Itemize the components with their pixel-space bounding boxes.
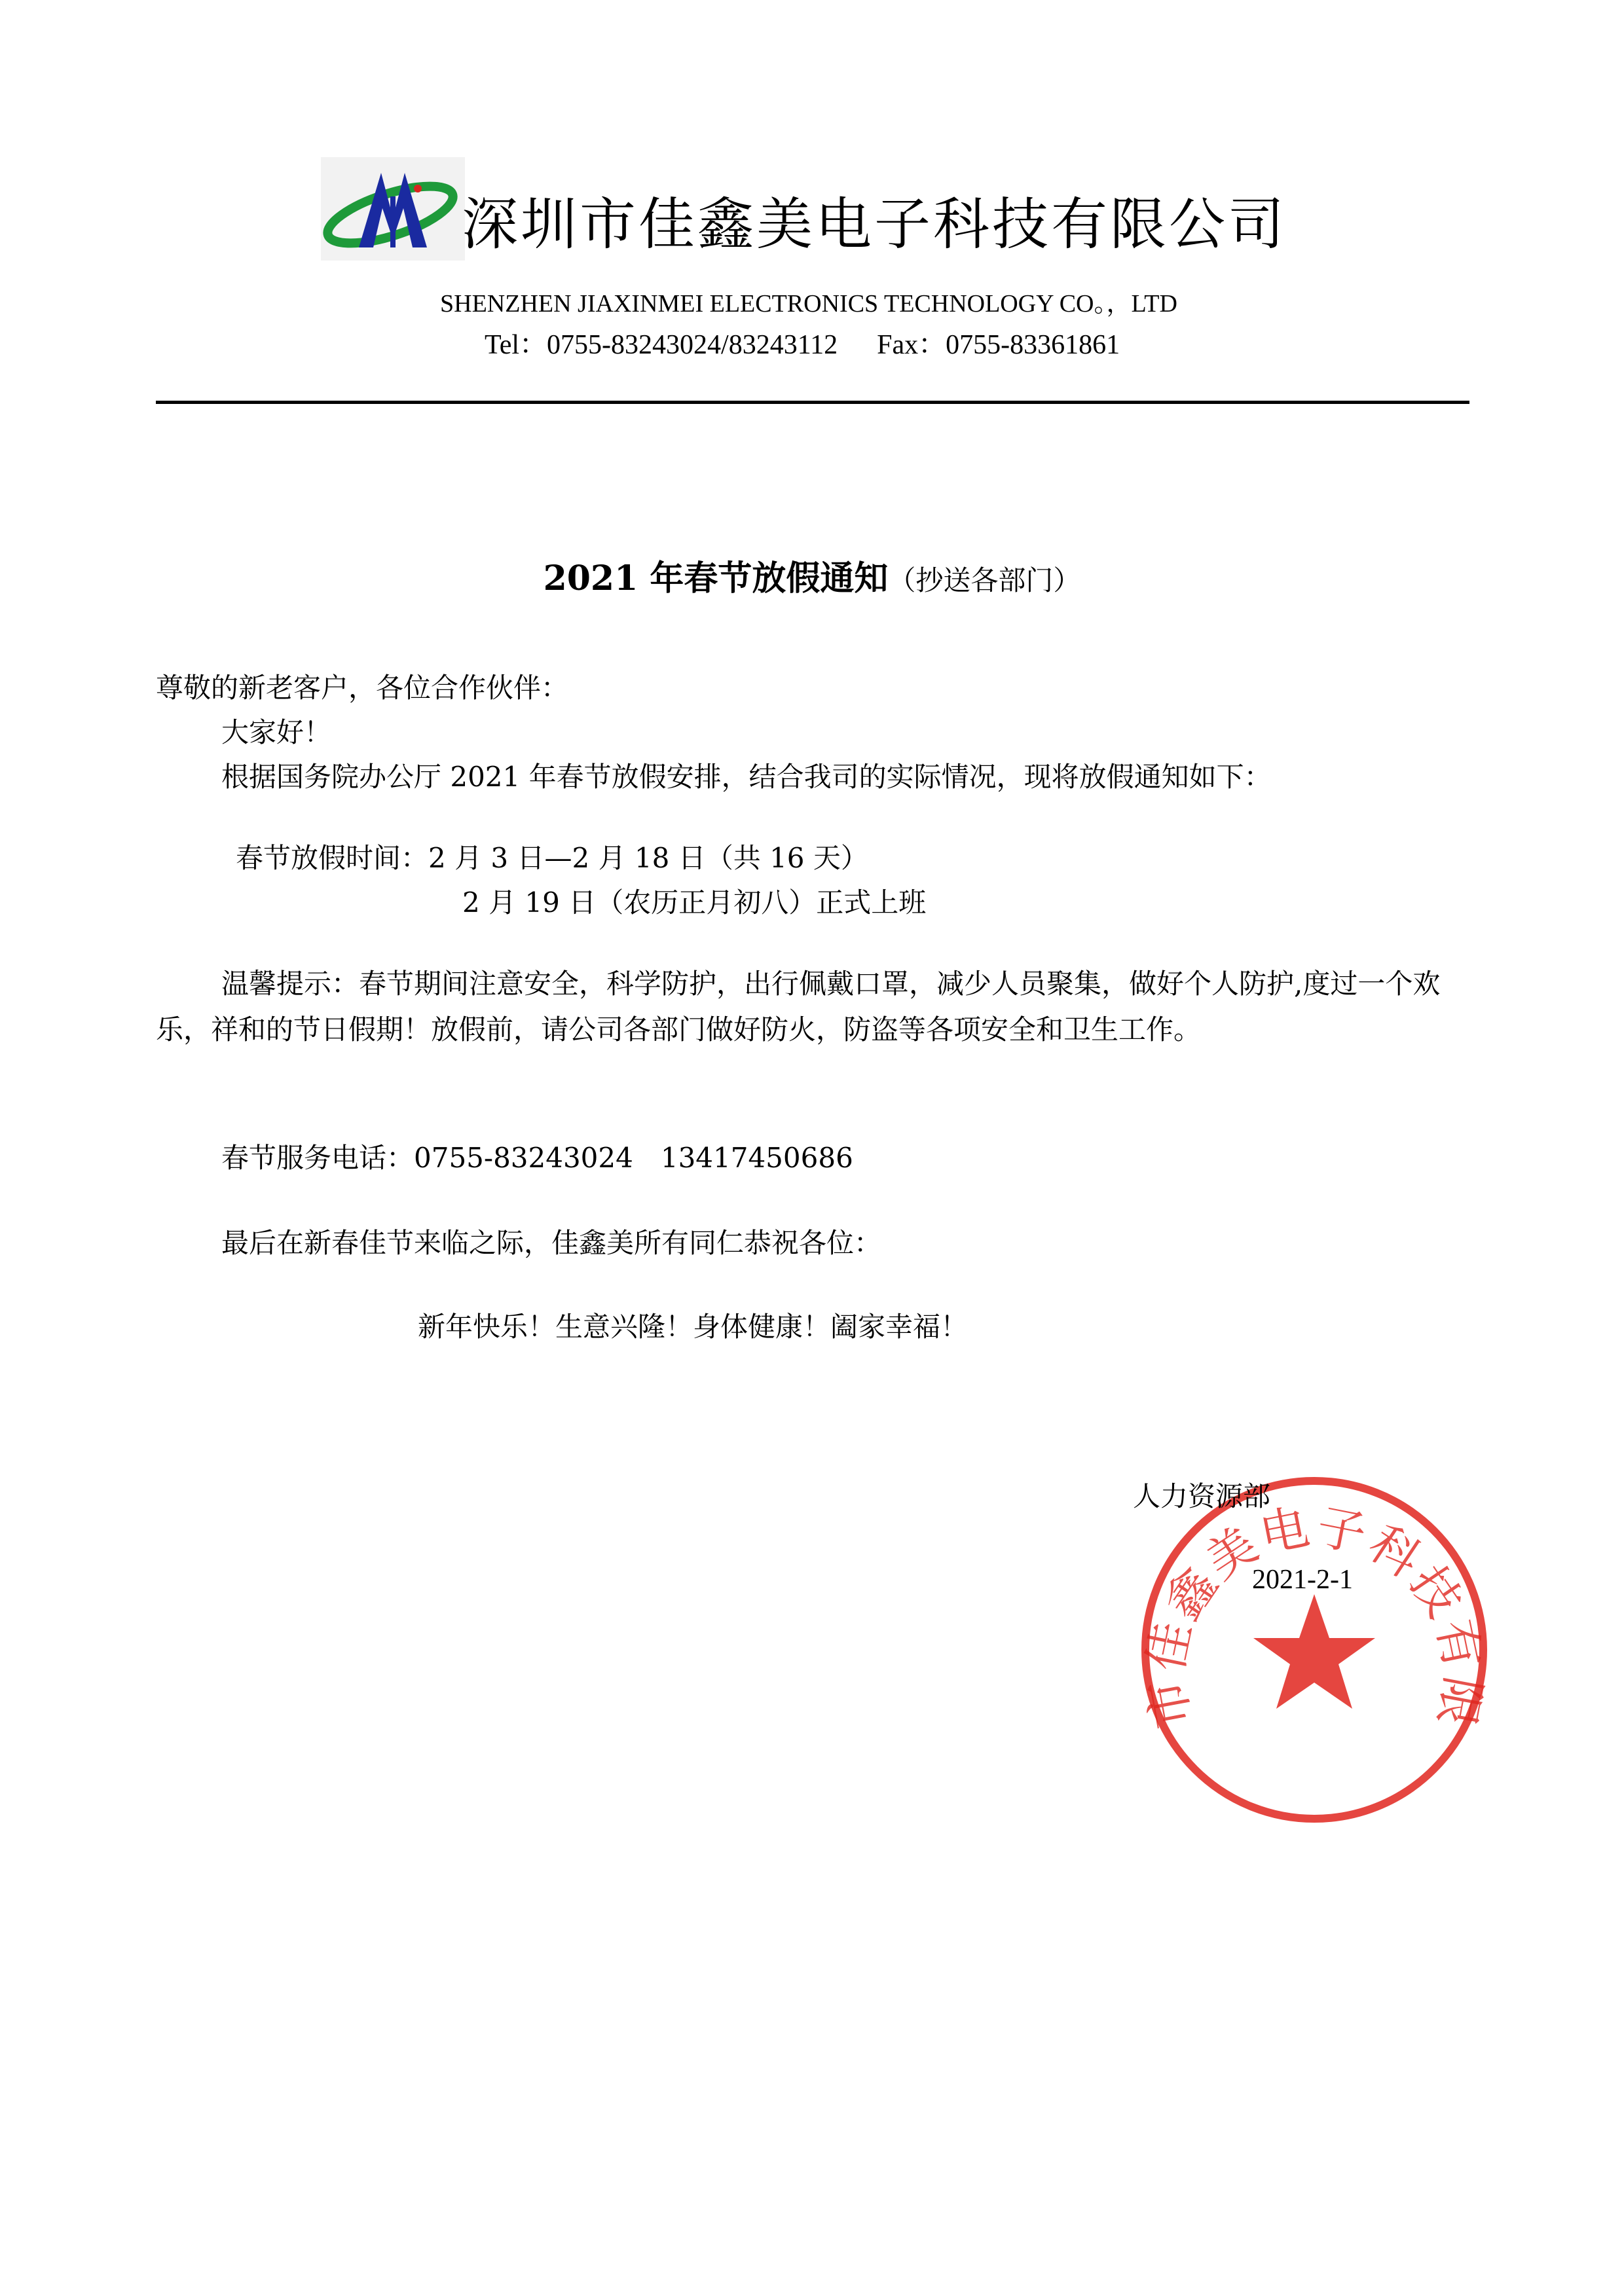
tel-number: Tel：0755-83243024/83243112: [485, 330, 838, 360]
signature-department: 人力资源部: [1133, 1480, 1271, 1512]
salutation: 尊敬的新老客户，各位合作伙伴：: [156, 672, 569, 704]
seal-text: 市佳鑫美电子科技有限: [1137, 1498, 1492, 1733]
new-year-wishes: 新年快乐！生意兴隆！身体健康！阖家幸福！: [418, 1311, 969, 1343]
holiday-time: 春节放假时间：2 月 3 日—2 月 18 日（共 16 天）: [236, 842, 868, 874]
header-divider: [156, 401, 1469, 404]
seal-star-icon: [1253, 1594, 1375, 1709]
greeting: 大家好！: [221, 716, 332, 748]
notice-title: [0, 558, 1624, 598]
company-name-cn: 深圳市佳鑫美电子科技有限公司: [462, 192, 1287, 257]
logo-graphic: [321, 157, 465, 261]
notice-title-main: 2021 年春节放假通知: [543, 558, 889, 598]
company-seal: [1134, 1467, 1494, 1833]
reminder-paragraph: 温馨提示：春节期间注意安全，科学防护，出行佩戴口罩，减少人员聚集，做好个人防护,度过一个欢乐，祥和的节日假期！放假前，请公司各部门做好防火，防盗等各项安全和卫生工作。: [156, 968, 1441, 1046]
fax-number: Fax：0755-83361861: [877, 330, 1120, 360]
resume-work: 2 月 19 日（农历正月初八）正式上班: [462, 886, 927, 919]
closing-line: 最后在新春佳节来临之际，佳鑫美所有同仁恭祝各位：: [221, 1227, 882, 1259]
signature-date: 2021-2-1: [1252, 1565, 1353, 1595]
service-phone: 春节服务电话：0755-83243024 13417450686: [221, 1142, 853, 1174]
seal-graphic: [1134, 1467, 1494, 1833]
notice-title-sub: （抄送各部门）: [888, 564, 1081, 596]
contact-line: [485, 331, 1120, 359]
company-name-en: SHENZHEN JIAXINMEI ELECTRONICS TECHNOLOGY CO。，LTD: [440, 290, 1177, 318]
company-logo-icon: [321, 157, 465, 261]
intro-paragraph: 根据国务院办公厅 2021 年春节放假安排，结合我司的实际情况，现将放假通知如下：: [221, 761, 1272, 793]
